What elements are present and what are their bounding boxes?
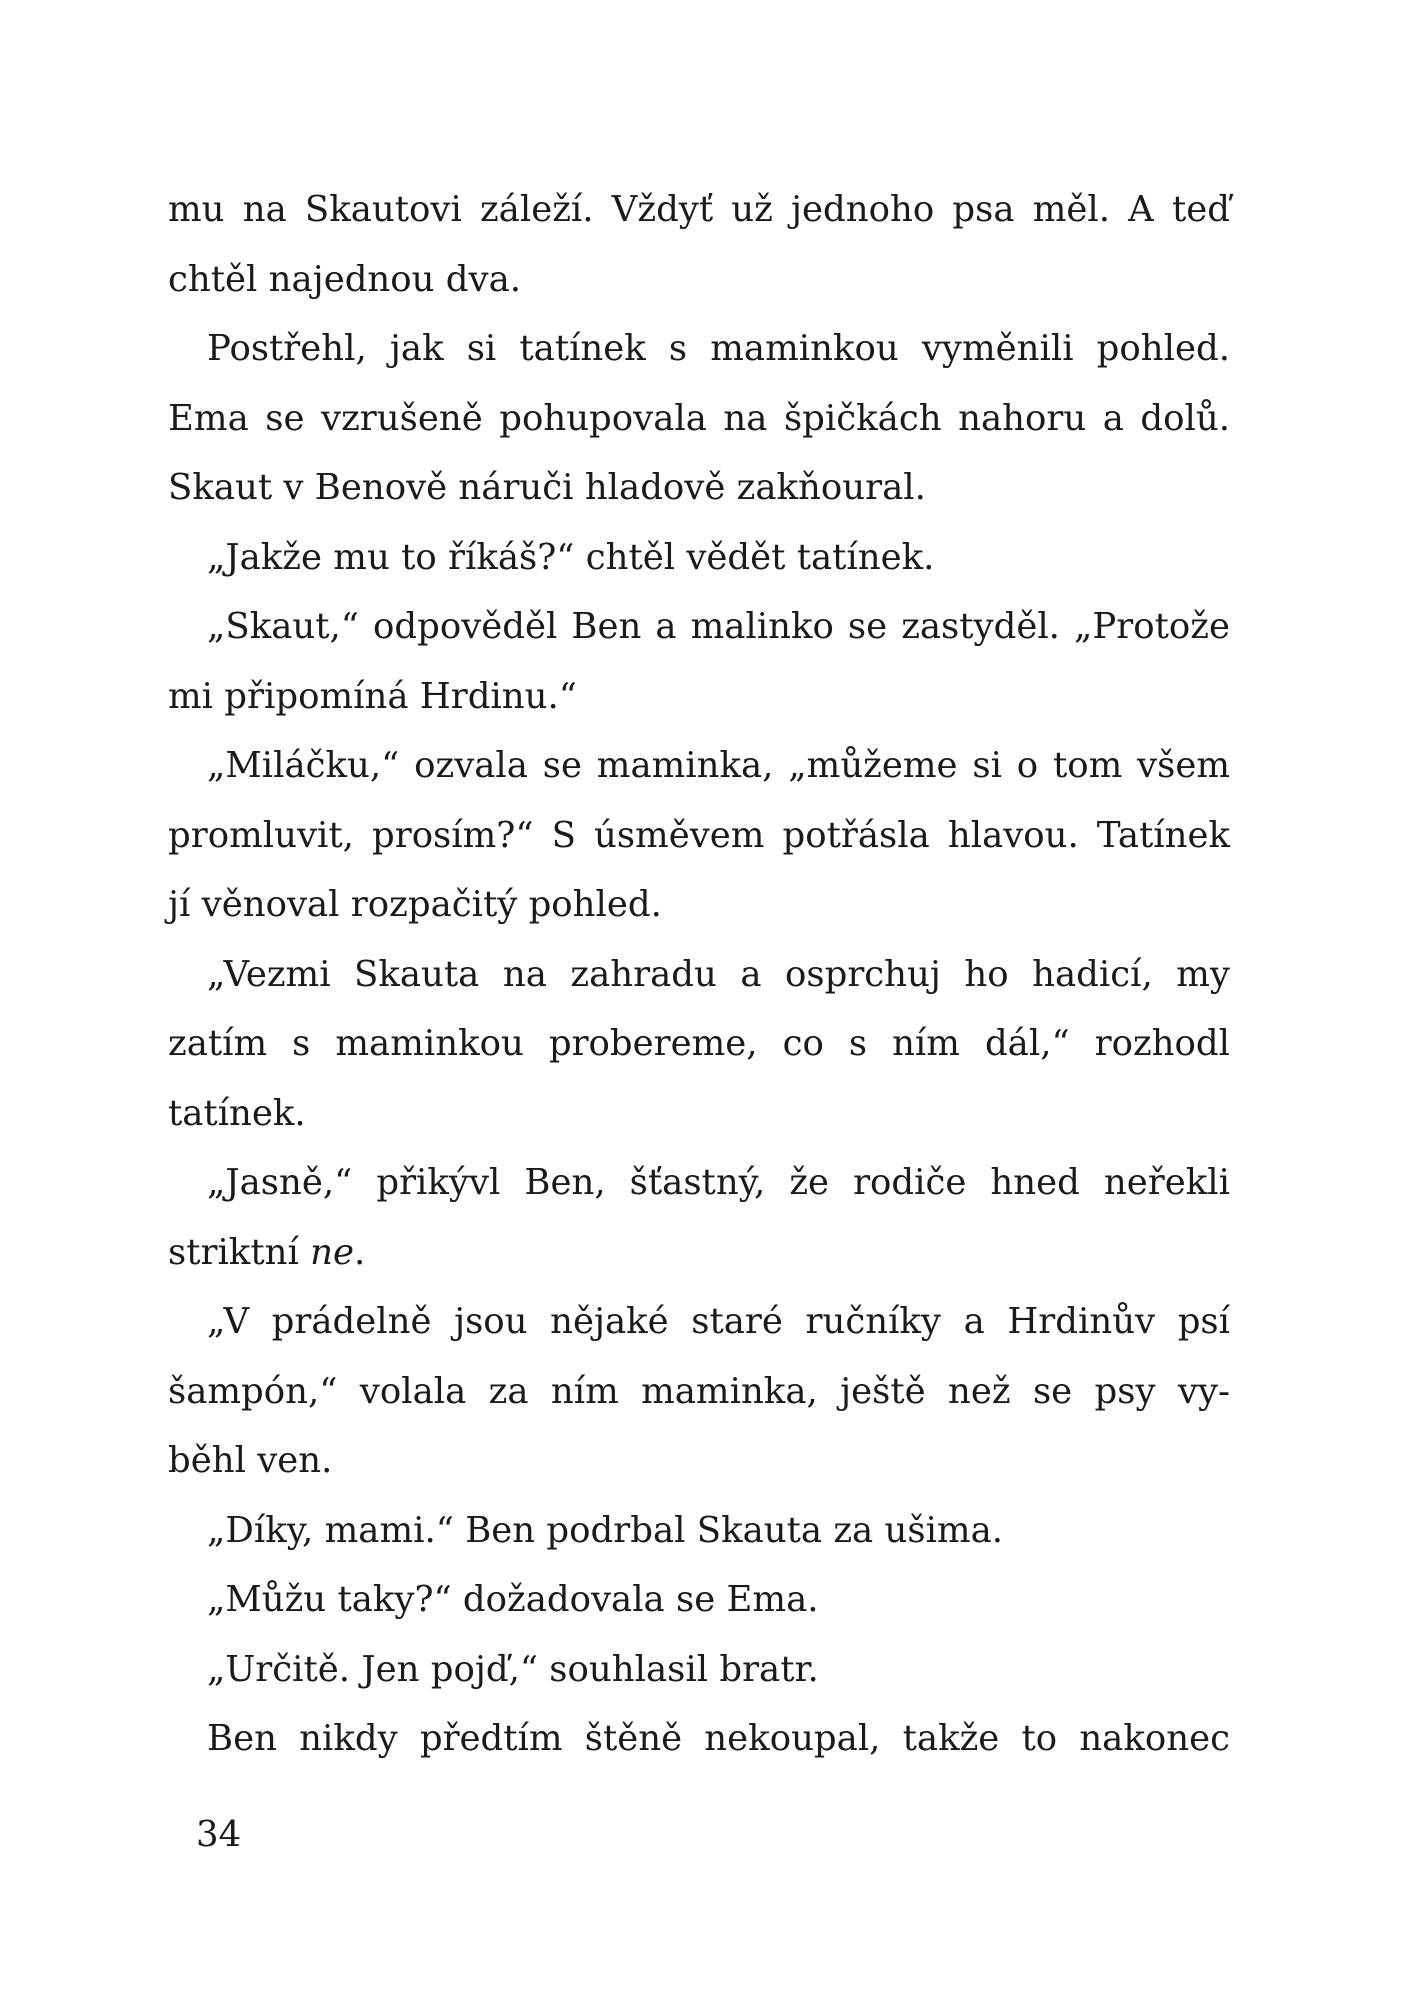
text-line: promluvit, prosím?“ S úsměvem potřásla hlavou. Tatínek	[168, 814, 1230, 856]
text-line: „V prádelně jsou nějaké staré ručníky a Hrdinův psí	[207, 1301, 1230, 1342]
text-line: mu na Skautovi záleží. Vždyť už jednoho psa měl. A teď	[168, 189, 1230, 230]
page-number: 34	[196, 1814, 242, 1855]
text-line: Ben nikdy předtím štěně nekoupal, takže to nakonec	[207, 1718, 1230, 1759]
text-line: jí věnoval rozpačitý pohled.	[168, 884, 662, 925]
text-line: „Jasně,“ přikývl Ben, šťastný, že rodiče hned neřekli	[207, 1162, 1230, 1203]
text-line: běhl ven.	[168, 1440, 333, 1481]
text-line-start: striktní	[168, 1231, 311, 1273]
text-line: „Vezmi Skauta na zahradu a osprchuj ho hadicí, my	[207, 953, 1230, 995]
text-line: „Určitě. Jen pojď,“ souhlasil bratr.	[207, 1648, 819, 1690]
text-line	[168, 1218, 1230, 1288]
text-line: chtěl najednou dva.	[168, 258, 522, 300]
text-line: „Skaut,“ odpověděl Ben a malinko se zastyděl. „Protože	[207, 606, 1230, 647]
text-line: tatínek.	[168, 1092, 306, 1134]
text-line: mi připomíná Hrdinu.“	[168, 675, 577, 717]
body-text	[168, 175, 1230, 1774]
text-line: „Díky, mami.“ Ben podrbal Skauta za ušima.	[207, 1509, 1004, 1551]
text-line: šampón,“ volala za ním maminka, ještě než se psy vy-	[168, 1370, 1230, 1412]
text-line: „Miláčku,“ ozvala se maminka, „můžeme si o tom všem	[207, 745, 1230, 786]
text-line: „Můžu taky?“ dožadovala se Ema.	[207, 1579, 819, 1620]
italic-word: ne	[310, 1231, 354, 1273]
text-line-end: .	[353, 1231, 366, 1273]
text-line: Postřehl, jak si tatínek s maminkou vyměnili pohled.	[207, 328, 1230, 369]
text-line: „Jakže mu to říkáš?“ chtěl vědět tatínek.	[207, 536, 935, 578]
text-line: zatím s maminkou probereme, co s ním dál,“ rozhodl	[168, 1023, 1230, 1064]
text-line: Skaut v Benově náruči hladově zakňoural.	[168, 467, 926, 508]
text-line: Ema se vzrušeně pohupovala na špičkách nahoru a dolů.	[168, 397, 1230, 439]
